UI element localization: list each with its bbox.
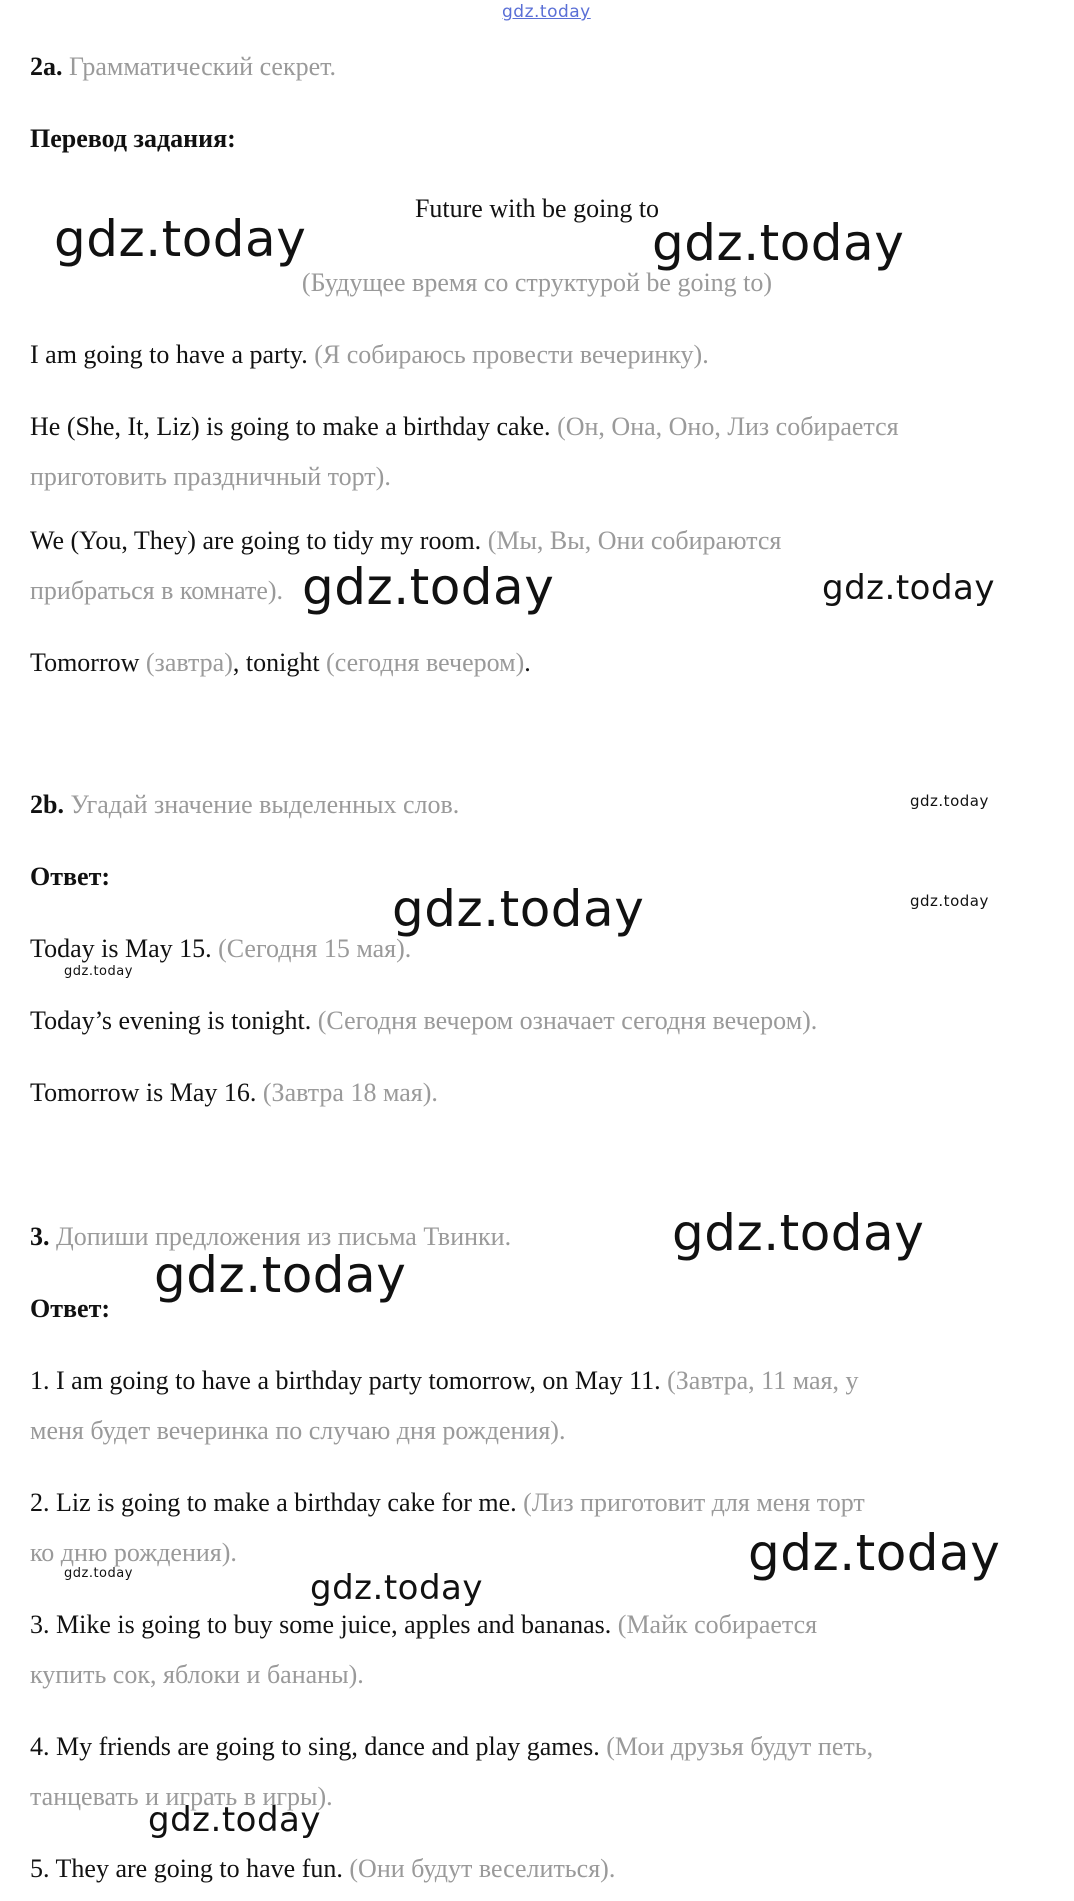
task-text: Допиши предложения из письма Твинки. [56,1222,512,1251]
word-tomorrow: Tomorrow [30,648,140,677]
example-line [30,410,1030,444]
task-text: Грамматический секрет. [69,52,337,81]
answer-line [30,1076,1030,1110]
task-number: 2a. [30,52,63,81]
answer-item [30,1730,1030,1764]
grammar-title: Future with be going to [414,194,660,223]
english-text: 2. Liz is going to make a birthday cake for me. [30,1488,517,1517]
watermark: gdz.today [310,1568,483,1608]
example-line [30,524,1030,558]
russian-translation-cont: танцевать и играть в игры). [30,1782,333,1811]
watermark-top-link[interactable]: gdz.today [502,2,591,22]
watermark: gdz.today [748,1524,1001,1582]
separator: , [232,648,246,677]
period: . [524,648,531,677]
answer-item [30,1852,1030,1886]
russian-translation: (Завтра 18 мая). [262,1078,438,1107]
watermark: gdz.today [910,792,989,810]
russian-translation: (Они будут веселиться). [349,1854,616,1883]
russian-translation-cont: меня будет вечеринка по случаю дня рождения). [30,1416,566,1445]
word-tonight-ru: (сегодня вечером) [326,648,525,677]
russian-translation: (Мы, Вы, Они собираются [487,526,782,555]
english-text: Today is May 15. [30,934,212,963]
answer-item [30,1364,1030,1398]
english-text: I am going to have a party. [30,340,308,369]
russian-translation-cont: прибраться в комнате). [30,576,284,605]
word-tomorrow-ru: (завтра) [145,648,233,677]
watermark: gdz.today [652,214,905,272]
english-text: 5. They are going to have fun. [30,1854,343,1883]
english-text: We (You, They) are going to tidy my room. [30,526,482,555]
watermark: gdz.today [910,892,989,910]
watermark: gdz.today [64,964,133,979]
answer-item [30,1486,1030,1520]
answer-heading: Ответ: [30,1294,111,1323]
time-words-line [30,646,1030,680]
english-text: 3. Mike is going to buy some juice, apples and bananas. [30,1610,612,1639]
watermark: gdz.today [672,1204,925,1262]
english-text: 4. My friends are going to sing, dance and play games. [30,1732,600,1761]
answer-item [30,1608,1030,1642]
word-tonight: tonight [245,648,320,677]
english-text: 1. I am going to have a birthday party tomorrow, on May 11. [30,1366,661,1395]
russian-translation: (Я собираюсь провести вечеринку). [314,340,709,369]
english-text: Tomorrow is May 16. [30,1078,257,1107]
watermark: gdz.today [302,558,555,616]
russian-translation: (Он, Она, Оно, Лиз собирается [557,412,899,441]
watermark: gdz.today [54,210,307,268]
russian-translation: (Лиз приготовит для меня торт [523,1488,865,1517]
russian-translation-cont: приготовить праздничный торт). [30,462,391,491]
russian-translation: (Майк собирается [617,1610,818,1639]
watermark: gdz.today [154,1246,407,1304]
task-number: 2b. [30,790,64,819]
example-line [30,338,1030,372]
task-2b-heading [30,788,1030,822]
watermark: gdz.today [392,880,645,938]
task-number: 3. [30,1222,50,1251]
watermark: gdz.today [148,1800,321,1840]
russian-translation: (Сегодня 15 мая). [218,934,412,963]
answer-heading: Ответ: [30,862,111,891]
russian-translation-cont: ко дню рождения). [30,1538,237,1567]
grammar-title-translation: (Будущее время со структурой be going to) [301,268,773,297]
translation-heading: Перевод задания: [30,124,236,153]
task-2a-heading [30,50,1030,84]
russian-translation: (Сегодня вечером означает сегодня вечером). [317,1006,818,1035]
russian-translation-cont: купить сок, яблоки и бананы). [30,1660,364,1689]
russian-translation: (Мои друзья будут петь, [606,1732,874,1761]
watermark: gdz.today [64,1566,133,1581]
answer-line [30,1004,1030,1038]
english-text: He (She, It, Liz) is going to make a birthday cake. [30,412,551,441]
watermark: gdz.today [822,568,995,608]
english-text: Today’s evening is tonight. [30,1006,312,1035]
russian-translation: (Завтра, 11 мая, у [667,1366,859,1395]
task-text: Угадай значение выделенных слов. [70,790,460,819]
